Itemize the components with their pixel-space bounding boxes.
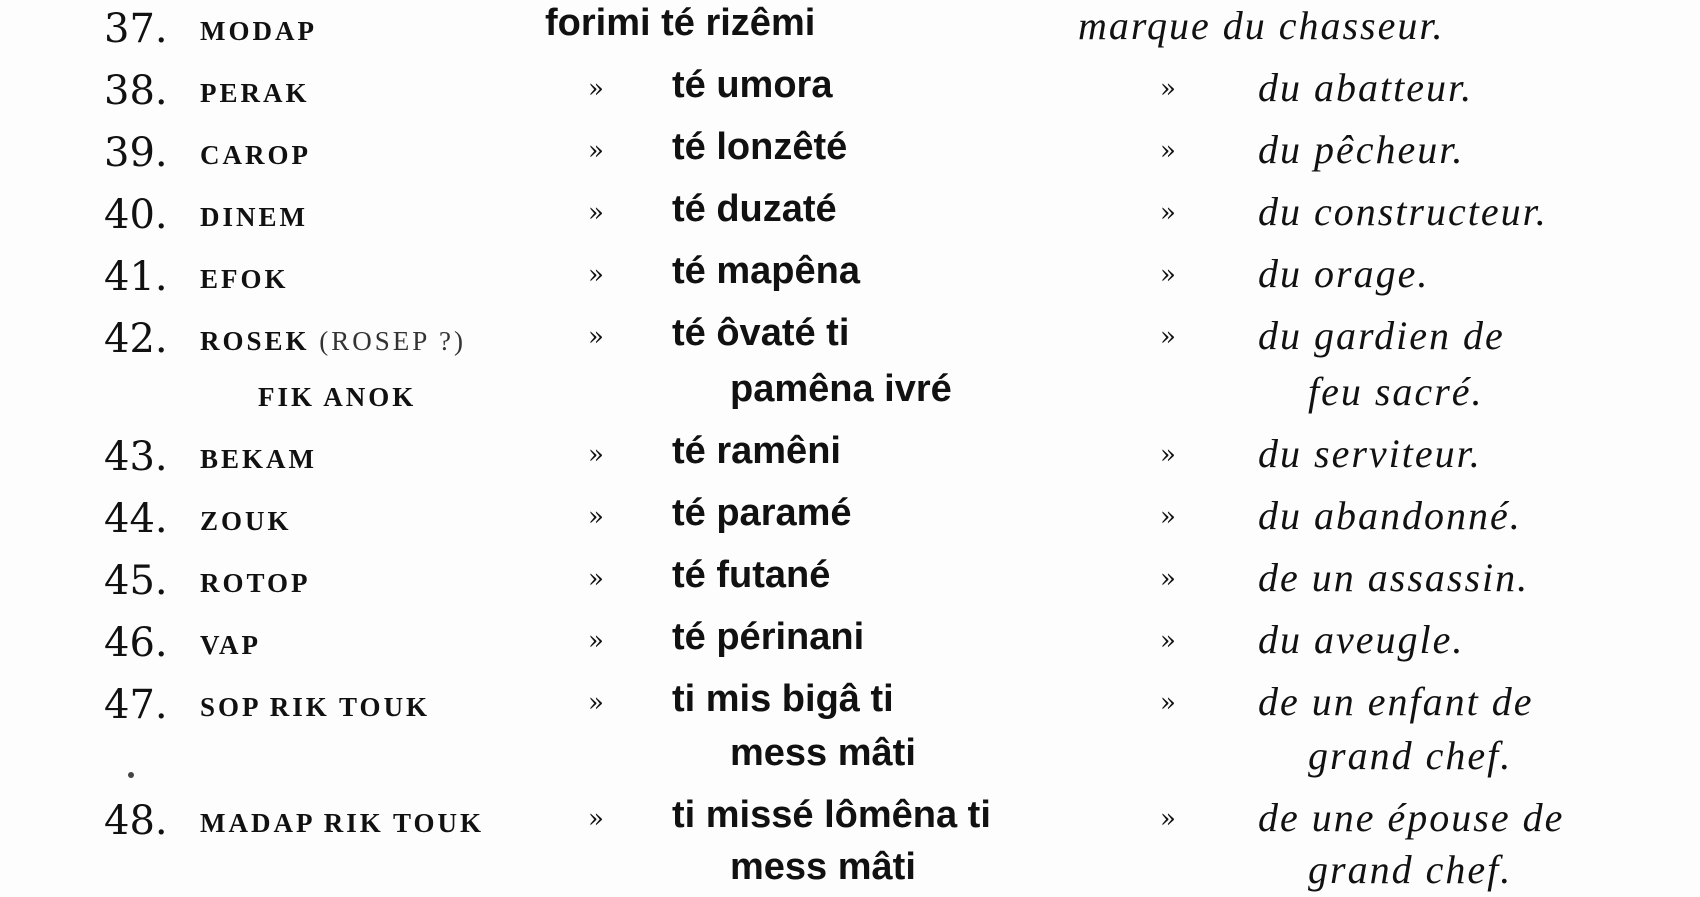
entry-phrase: té lonzêté <box>672 126 848 168</box>
entry-translation: de un assassin. <box>1258 555 1530 600</box>
ditto-mark: » <box>1160 688 1176 718</box>
entry-name: ZOUK <box>200 506 292 536</box>
entry-name: MADAP RIK TOUK <box>200 808 485 838</box>
ditto-mark: » <box>1160 260 1176 290</box>
ditto-mark: » <box>1160 136 1176 166</box>
entry-translation: du orage. <box>1258 251 1430 296</box>
entry-number: 46. <box>104 620 168 666</box>
ditto-mark: » <box>588 502 604 532</box>
entry-translation: du aveugle. <box>1258 617 1465 662</box>
ink-speck <box>128 772 134 778</box>
entry-translation: de un enfant de <box>1258 679 1534 724</box>
entry-phrase-continued: pamêna ivré <box>730 368 952 410</box>
ditto-mark: » <box>588 626 604 656</box>
ditto-mark: » <box>1160 198 1176 228</box>
entry-phrase: té umora <box>672 64 833 106</box>
entry-name: PERAK <box>200 78 310 108</box>
entry-name: MODAP <box>200 16 317 46</box>
entry-translation: marque du chasseur. <box>1078 3 1445 48</box>
entry-number: 39. <box>104 130 168 176</box>
entry-translation: du constructeur. <box>1258 189 1548 234</box>
ditto-mark: » <box>1160 322 1176 352</box>
entry-number: 38. <box>104 68 168 114</box>
ditto-mark: » <box>588 564 604 594</box>
entry-translation: du abatteur. <box>1258 65 1474 110</box>
entry-name: SOP RIK TOUK <box>200 692 431 722</box>
entry-phrase: té ramêni <box>672 430 841 472</box>
entry-name: BEKAM <box>200 444 318 474</box>
ditto-mark: » <box>588 688 604 718</box>
entry-phrase: té mapêna <box>672 250 860 292</box>
entry-translation-continued: grand chef. <box>1308 847 1513 892</box>
entry-translation: du abandonné. <box>1258 493 1522 538</box>
entry-name <box>200 326 466 357</box>
ditto-mark: » <box>1160 74 1176 104</box>
entry-translation: du gardien de <box>1258 313 1505 358</box>
entry-translation: du serviteur. <box>1258 431 1482 476</box>
ditto-mark: » <box>588 804 604 834</box>
entry-name: VAP <box>200 630 262 660</box>
ditto-mark: » <box>588 440 604 470</box>
ditto-mark: » <box>1160 440 1176 470</box>
entry-name-main: ROSEK <box>200 326 310 356</box>
entry-number: 44. <box>104 496 168 542</box>
entry-translation-continued: feu sacré. <box>1308 369 1484 414</box>
entry-phrase-continued: mess mâti <box>730 732 916 774</box>
entry-name-note: (ROSEP ?) <box>319 326 467 356</box>
entry-name: EFOK <box>200 264 289 294</box>
ditto-mark: » <box>588 322 604 352</box>
entry-number: 42. <box>104 316 168 362</box>
entry-phrase: té ôvaté ti <box>672 312 850 354</box>
entry-number: 41. <box>104 254 168 300</box>
ditto-mark: » <box>588 74 604 104</box>
entry-name: CAROP <box>200 140 311 170</box>
entry-phrase: ti mis bigâ ti <box>672 678 894 720</box>
ditto-mark: » <box>1160 564 1176 594</box>
entry-translation-continued: grand chef. <box>1308 733 1513 778</box>
entry-number: 45. <box>104 558 168 604</box>
entry-phrase: té duzaté <box>672 188 837 230</box>
entry-phrase-continued: mess mâti <box>730 846 916 888</box>
entry-translation: du pêcheur. <box>1258 127 1465 172</box>
entry-phrase: forimi té rizêmi <box>545 2 816 44</box>
ditto-mark: » <box>588 260 604 290</box>
entry-name: ROTOP <box>200 568 311 598</box>
entry-number: 40. <box>104 192 168 238</box>
ditto-mark: » <box>1160 626 1176 656</box>
entry-name: DINEM <box>200 202 308 232</box>
entry-number: 37. <box>104 6 168 52</box>
ditto-mark: » <box>588 136 604 166</box>
entry-phrase: té périnani <box>672 616 865 658</box>
ditto-mark: » <box>1160 502 1176 532</box>
ditto-mark: » <box>588 198 604 228</box>
entry-name-continued: FIK ANOK <box>258 382 417 412</box>
entry-number: 47. <box>104 682 168 728</box>
entry-number: 48. <box>104 798 168 844</box>
ditto-mark: » <box>1160 804 1176 834</box>
entry-translation: de une épouse de <box>1258 795 1565 840</box>
entry-phrase: té futané <box>672 554 831 596</box>
entry-phrase: ti missé lômêna ti <box>672 794 991 836</box>
entry-phrase: té paramé <box>672 492 852 534</box>
entry-number: 43. <box>104 434 168 480</box>
